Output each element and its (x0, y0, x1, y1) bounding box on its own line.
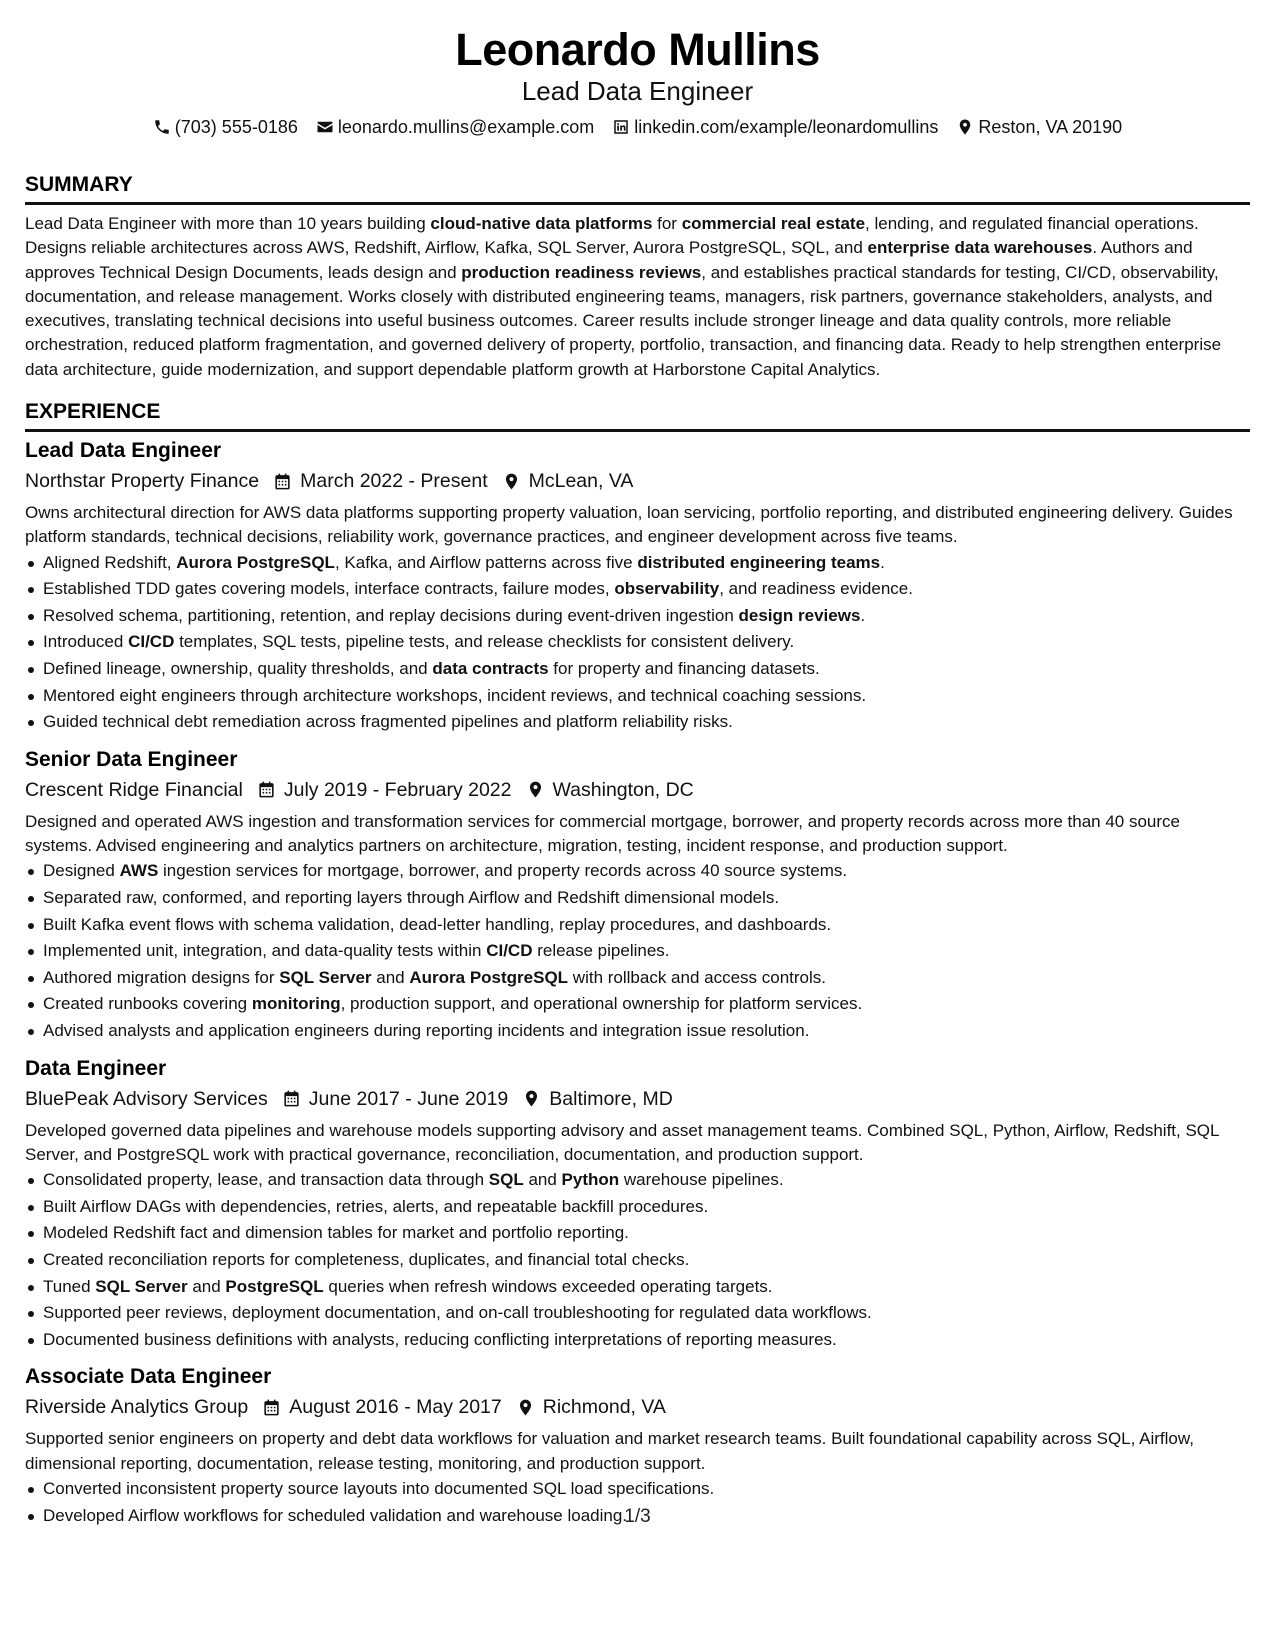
bullet-item (25, 1018, 1250, 1045)
job-dates: August 2016 - May 2017 (289, 1396, 502, 1419)
text-run: , Kafka, and Airflow patterns across five (334, 552, 638, 572)
text-run: release pipelines. (532, 941, 670, 961)
bold-keyword: monitoring (251, 994, 341, 1014)
text-run: ingestion services for mortgage, borrower, and property records across 40 source systems. (158, 861, 848, 881)
job-meta (25, 1394, 1250, 1420)
bold-keyword: Python (561, 1170, 620, 1190)
text-run: Aligned Redshift, (43, 552, 177, 572)
text-run: Separated raw, conformed, and reporting layers through Airflow and Redshift dimensional models. (43, 888, 780, 908)
linkedin-icon (612, 118, 630, 136)
job-description: Developed governed data pipelines and warehouse models supporting advisory and asset management teams. Combined SQL, Python, Airflow, Redshift, SQL Server, and PostgreSQL work with practical governance, reconciliation, documentation, and production support. (25, 1120, 1219, 1164)
calendar-icon (262, 1398, 281, 1417)
phone-text: (703) 555-0186 (174, 117, 298, 137)
text-run: queries when refresh windows exceeded operating targets. (323, 1276, 773, 1296)
text-run: Modeled Redshift fact and dimension tables for market and portfolio reporting. (43, 1223, 629, 1243)
bullet-item (25, 656, 1250, 683)
text-run: Created runbooks covering (43, 994, 252, 1014)
job-location: Washington, DC (552, 778, 694, 801)
bold-keyword: Aurora PostgreSQL (176, 552, 335, 572)
text-run: . Authors and approves Technical Design Documents, leads design and (25, 238, 1193, 282)
text-run: Designed (43, 861, 120, 881)
job-dates: March 2022 - Present (300, 470, 488, 493)
phone-icon (153, 118, 171, 136)
map-pin-icon (526, 780, 545, 799)
bullet-item (25, 603, 1250, 630)
text-run: Guided technical debt remediation across fragmented pipelines and platform reliability risks. (43, 712, 733, 732)
email-text: leonardo.mullins@example.com (337, 117, 595, 137)
text-run: , and readiness evidence. (719, 579, 913, 599)
map-pin-icon (956, 118, 974, 136)
text-run: Advised analysts and application engineers during reporting incidents and integration issue resolution. (43, 1020, 810, 1040)
bullet-item (25, 576, 1250, 603)
job-title: Associate Data Engineer (25, 1365, 272, 1389)
text-run: Lead Data Engineer with more than 10 years building (25, 214, 431, 233)
map-pin-icon (522, 1089, 541, 1108)
text-run: Mentored eight engineers through architecture workshops, incident reviews, and technical coaching sessions. (43, 685, 867, 705)
candidate-title: Lead Data Engineer (521, 76, 754, 106)
location-text: Reston, VA 20190 (978, 117, 1123, 137)
text-run: . (860, 605, 866, 625)
bold-keyword: cloud-native data platforms (430, 214, 653, 233)
envelope-icon (316, 118, 334, 136)
job-description: Designed and operated AWS ingestion and transformation services for commercial mortgage, borrower, and property records across more than 40 source systems. Advised engineering and analytics partners on architecture, migration, testing, incident response, and production support. (25, 811, 1180, 856)
bold-keyword: SQL Server (95, 1276, 188, 1296)
calendar-icon (273, 472, 292, 491)
bold-keyword: enterprise data warehouses (867, 238, 1093, 258)
bold-keyword: data contracts (432, 659, 549, 679)
page-number: 1/3 (624, 1506, 651, 1527)
contact-email[interactable] (316, 116, 594, 138)
calendar-icon (282, 1089, 301, 1108)
bold-keyword: PostgreSQL (225, 1276, 324, 1296)
job-dates: July 2019 - February 2022 (283, 778, 512, 801)
job-meta (25, 777, 1250, 803)
job-bullets (25, 858, 1250, 1044)
company-name: Crescent Ridge Financial (25, 778, 243, 801)
summary-heading: SUMMARY (25, 173, 133, 196)
linkedin-text: linkedin.com/example/leonardomullins (634, 117, 939, 137)
job-location: Richmond, VA (542, 1396, 666, 1419)
bullet-item (25, 965, 1250, 992)
bullet-item (25, 1220, 1250, 1247)
job-entry (25, 438, 1250, 736)
text-run: for (652, 214, 682, 233)
bold-keyword: SQL Server (279, 967, 372, 987)
contact-phone[interactable] (153, 116, 298, 138)
text-run: Created reconciliation reports for completeness, duplicates, and financial total checks. (43, 1249, 690, 1269)
resume-page (25, 0, 1250, 1529)
text-run: Authored migration designs for (43, 967, 280, 987)
bullet-item (25, 1274, 1250, 1301)
experience-list (25, 438, 1250, 1529)
text-run: , lending, and regulated financial operations. Designs reliable architectures across AWS, Redshift, Airflow, Kafka, SQL Server, Aurora PostgreSQL, SQL, and (25, 214, 1199, 258)
bold-keyword: observability (614, 579, 720, 599)
contact-linkedin[interactable] (612, 116, 938, 138)
job-bullets (25, 1167, 1250, 1353)
bullet-item (25, 683, 1250, 710)
bold-keyword: SQL (488, 1170, 524, 1190)
text-run: Converted inconsistent property source layouts into documented SQL load specifications. (43, 1478, 715, 1498)
summary-text (25, 212, 1250, 382)
bullet-item (25, 938, 1250, 965)
text-run: Implemented unit, integration, and data-quality tests within (43, 941, 487, 961)
text-run: templates, SQL tests, pipeline tests, and release checklists for consistent delivery. (174, 632, 795, 652)
bullet-item (25, 1194, 1250, 1221)
text-run: Established TDD gates covering models, interface contracts, failure modes, (43, 579, 615, 599)
calendar-icon (257, 780, 276, 799)
experience-heading: EXPERIENCE (25, 400, 161, 424)
map-pin-icon (502, 472, 521, 491)
text-run: , production support, and operational ownership for platform services. (340, 994, 863, 1014)
bullet-item (25, 858, 1250, 885)
bullet-item (25, 1300, 1250, 1327)
job-description: Supported senior engineers on property and debt data workflows for valuation and market research teams. Built foundational capability across SQL, Airflow, dimensional reporting, documentation, release testing, monitoring, and production support. (25, 1429, 1194, 1473)
job-dates: June 2017 - June 2019 (308, 1087, 509, 1110)
bullet-item (25, 1167, 1250, 1194)
job-title: Data Engineer (25, 1056, 167, 1080)
text-run: Resolved schema, partitioning, retention, and replay decisions during event-driven ingestion (43, 605, 739, 625)
text-run: Built Airflow DAGs with dependencies, retries, alerts, and repeatable backfill procedures. (43, 1196, 709, 1216)
company-name: Riverside Analytics Group (25, 1396, 249, 1419)
text-run: Tuned (43, 1276, 96, 1296)
bold-keyword: distributed engineering teams (637, 552, 881, 572)
job-meta (25, 468, 1250, 494)
section-divider (25, 429, 1250, 432)
bold-keyword: AWS (119, 861, 159, 881)
company-name: BluePeak Advisory Services (25, 1087, 268, 1110)
job-location: Baltimore, MD (549, 1087, 673, 1110)
job-entry (25, 747, 1250, 1045)
text-run: warehouse pipelines. (619, 1170, 784, 1190)
bold-keyword: Aurora PostgreSQL (409, 967, 569, 987)
bullet-item (25, 629, 1250, 656)
job-entry (25, 1364, 1250, 1529)
job-title: Senior Data Engineer (25, 747, 238, 771)
text-run: Developed Airflow workflows for scheduled validation and warehouse loading. (43, 1505, 628, 1525)
bold-keyword: CI/CD (128, 632, 175, 652)
bullet-item (25, 709, 1250, 736)
map-pin-icon (516, 1398, 535, 1417)
bullet-item (25, 1327, 1250, 1354)
text-run: . (880, 552, 885, 572)
job-meta (25, 1086, 1250, 1112)
candidate-name: Leonardo Mullins (455, 24, 820, 75)
bullet-item (25, 1247, 1250, 1274)
contact-bar (25, 116, 1250, 138)
text-run: Introduced (43, 632, 129, 652)
bullet-item (25, 912, 1250, 939)
job-title: Lead Data Engineer (25, 439, 222, 463)
company-name: Northstar Property Finance (25, 470, 260, 493)
bullet-item (25, 885, 1250, 912)
text-run: Built Kafka event flows with schema validation, dead-letter handling, replay procedures, and dashboards. (43, 914, 832, 934)
text-run: Supported peer reviews, deployment documentation, and on-call troubleshooting for regulated data workflows. (43, 1303, 872, 1323)
bold-keyword: production readiness reviews (461, 262, 702, 282)
job-location: McLean, VA (528, 470, 634, 493)
text-run: for property and financing datasets. (548, 659, 820, 679)
text-run: and (523, 1170, 562, 1190)
bold-keyword: CI/CD (486, 941, 533, 961)
bullet-item (25, 550, 1250, 577)
contact-location (956, 116, 1122, 138)
section-divider (25, 202, 1250, 205)
text-run: with rollback and access controls. (568, 967, 827, 987)
text-run: Consolidated property, lease, and transaction data through (43, 1170, 489, 1190)
text-run: Defined lineage, ownership, quality thresholds, and (43, 659, 433, 679)
job-description: Owns architectural direction for AWS data platforms supporting property valuation, loan servicing, portfolio reporting, and distributed engineering delivery. Guides platform standards, technical decisions, reliability work, governance practices, and engineer development across five teams. (25, 503, 1233, 547)
text-run: and (187, 1276, 226, 1296)
text-run: , and establishes practical standards for testing, CI/CD, observability, documentation, and release management. Works closely with distributed engineering teams, managers, risk partners, governance stakeholders, analysts, and executives, translating technical decisions into useful business outcomes. Career results include stronger lineage and data quality controls, more reliable orchestration, reduced platform fragmentation, and governed delivery of property, portfolio, transaction, and financing data. Ready to help strengthen enterprise data architecture, guide modernization, and support dependable platform growth at Harborstone Capital Analytics. (25, 262, 1222, 379)
bullet-item (25, 1476, 1250, 1503)
bullet-item (25, 991, 1250, 1018)
text-run: and (371, 967, 410, 987)
job-bullets (25, 550, 1250, 736)
job-entry (25, 1056, 1250, 1354)
bold-keyword: design reviews (738, 605, 861, 625)
text-run: Documented business definitions with analysts, reducing conflicting interpretations of reporting measures. (43, 1329, 837, 1349)
bold-keyword: commercial real estate (681, 214, 866, 233)
